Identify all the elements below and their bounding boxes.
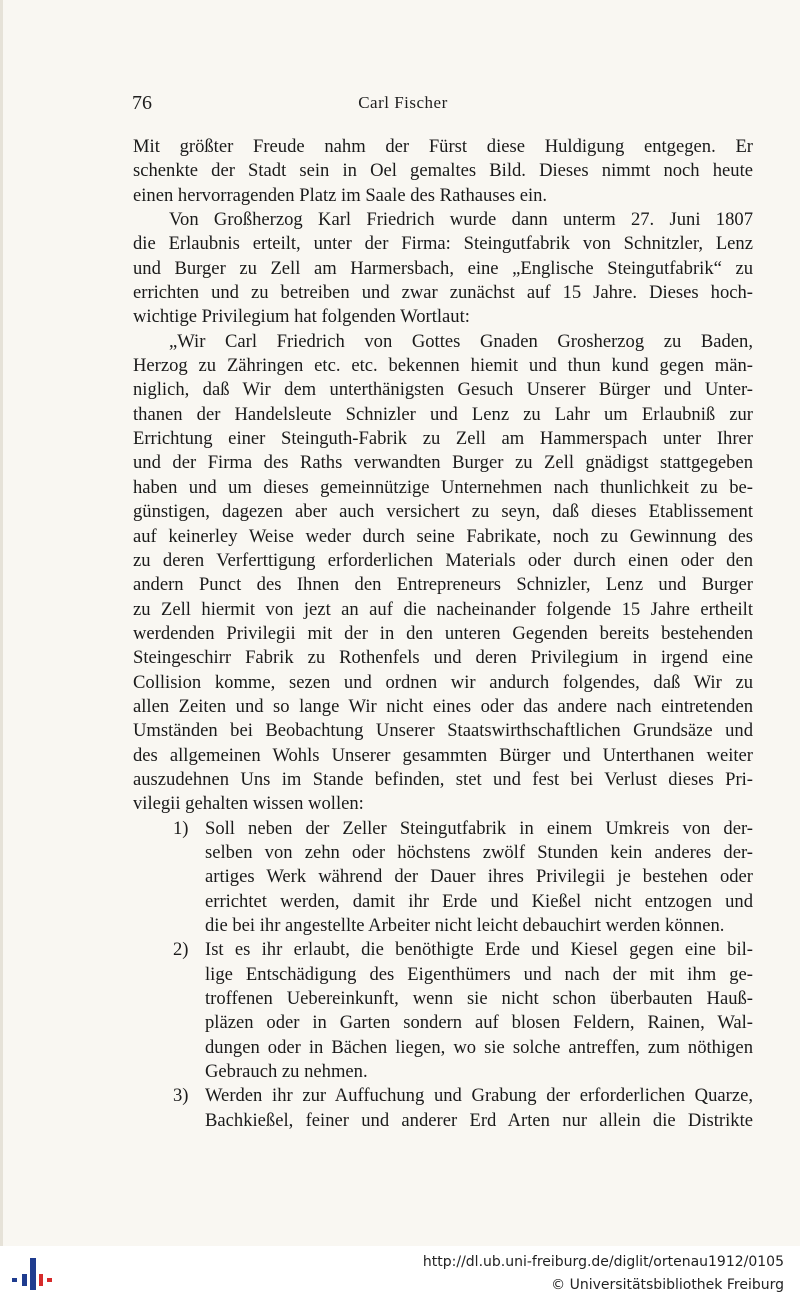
text-line: Steingeschirr Fabrik zu Rothenfels und deren Privilegium in irgend eine [133, 647, 753, 669]
text-line: errichten und zu betreiben und zwar zunächst auf 15 Jahre. Dieses hoch- [133, 282, 753, 304]
list-item-line [133, 1036, 753, 1060]
list-item-line [133, 841, 753, 865]
text-line: einen hervorragenden Platz im Saale des Rathauses ein. [133, 184, 548, 206]
list-item-text: troffenen Uebereinkunft, wenn sie nicht schon überbauten Hauß- [205, 988, 753, 1010]
list-item-line [133, 865, 753, 889]
logo-bar-1 [12, 1278, 17, 1282]
logo-bar-2 [22, 1274, 27, 1286]
list-item-label: 2) [173, 939, 189, 961]
text-line: Herzog zu Zähringen etc. etc. bekennen hiemit und thun kund gegen män- [133, 355, 753, 377]
text-line: auszudehnen Uns im Stande befinden, stet und fest bei Verlust dieses Pri- [133, 768, 753, 790]
text-line: niglich, daß Wir dem unterthänigsten Gesuch Unserer Bürger und Unter- [133, 379, 753, 401]
logo-bar-5 [47, 1278, 52, 1282]
list-item-text: dungen oder in Bächen liegen, wo sie solche antreffen, zum nöthigen [205, 1036, 753, 1058]
page-number: 76 [132, 92, 152, 114]
text-line: auf keinerley Weise weder durch seine Fabrikate, noch zu Gewinnung des [133, 525, 753, 547]
list-item-label: 1) [173, 817, 189, 839]
list-item-text: pläzen oder in Garten sondern auf blosen Feldern, Rainen, Wal- [205, 1012, 753, 1034]
list-item-text: Gebrauch zu nehmen. [205, 1061, 368, 1083]
logo-bar-3 [30, 1258, 36, 1290]
footer-copyright: © Universitätsbibliothek Freiburg [551, 1277, 784, 1293]
text-line: zu deren Verferttigung erforderlichen Materials oder durch einen oder den [133, 549, 753, 571]
text-line: werdenden Privilegii mit der in den unteren Gegenden bereits bestehenden [133, 622, 753, 644]
text-line: wichtige Privilegium hat folgenden Wortlaut: [133, 306, 470, 328]
page-header [3, 92, 800, 116]
footer-url[interactable]: http://dl.ub.uni-freiburg.de/diglit/ortenau1912/0105 [422, 1254, 784, 1270]
list-item-line [133, 938, 753, 962]
list-item-line [133, 1084, 753, 1108]
text-line: vilegii gehalten wissen wollen: [133, 793, 364, 815]
list-item-text: Bachkießel, feiner und anderer Erd Arten nur allein die Distrikte [205, 1109, 753, 1131]
list-item-text: lige Entschädigung des Eigenthümers und nach der mit ihm ge- [205, 963, 753, 985]
text-line: „Wir Carl Friedrich von Gottes Gnaden Grosherzog zu Baden, [169, 330, 753, 352]
text-line: und Burger zu Zell am Harmersbach, eine „Englische Steingutfabrik“ zu [133, 257, 753, 279]
text-line: Von Großherzog Karl Friedrich wurde dann unterm 27. Juni 1807 [169, 209, 753, 231]
list-item-text: Soll neben der Zeller Steingutfabrik in einem Umkreis von der- [205, 817, 753, 839]
library-footer [0, 1246, 800, 1302]
text-line: zu Zell hiermit von jezt an auf die nacheinander folgende 15 Jahre ertheilt [133, 598, 753, 620]
list-item-text: selben von zehn oder höchstens zwölf Stunden kein anderes der- [205, 841, 753, 863]
text-line: thanen der Handelsleute Schnizler und Lenz zu Lahr um Erlaubniß zur [133, 403, 753, 425]
list-item-line [133, 1060, 753, 1084]
text-line: günstigen, dagezen aber auch versichert zu seyn, daß dieses Etablissement [133, 501, 753, 523]
list-item-text: die bei ihr angestellte Arbeiter nicht leicht debauchirt werden können. [205, 915, 725, 936]
list-item-text: Werden ihr zur Auffuchung und Grabung der erforderlichen Quarze, [205, 1085, 753, 1107]
text-line: Errichtung einer Steinguth-Fabrik zu Zell am Hammerspach unter Ihrer [133, 428, 753, 450]
text-line: die Erlaubnis erteilt, unter der Firma: Steingutfabrik von Schnitzler, Lenz [133, 233, 753, 255]
text-line: des allgemeinen Wohls Unserer gesammten Bürger und Unterthanen weiter [133, 744, 753, 766]
ub-freiburg-logo [10, 1254, 54, 1294]
body-text [133, 135, 753, 1133]
list-item-line [133, 1011, 753, 1035]
list-item-text: artiges Werk während der Dauer ihres Privilegii je bestehen oder [205, 866, 753, 888]
logo-bar-4 [39, 1274, 43, 1286]
text-line: allen Zeiten und so lange Wir nicht eines oder das andere nach eintretenden [133, 695, 753, 717]
list-item-line [133, 1109, 753, 1133]
list-item-text: Ist es ihr erlaubt, die benöthigte Erde und Kiesel gegen eine bil- [205, 939, 753, 961]
list-item-text: errichtet werden, damit ihr Erde und Kießel nicht entzogen und [205, 890, 753, 912]
list-item-line [133, 963, 753, 987]
running-head: Carl Fischer [358, 93, 448, 112]
text-line: Umständen bei Beobachtung Unserer Staatswirthschaftlichen Grundsäze und [133, 720, 753, 742]
text-line: und der Firma des Raths verwandten Burger zu Zell gnädigst stattgegeben [133, 452, 753, 474]
text-line: Mit größter Freude nahm der Fürst diese Huldigung entgegen. Er [133, 136, 753, 157]
list-item-line [133, 817, 753, 841]
text-line: schenkte der Stadt sein in Oel gemaltes Bild. Dieses nimmt noch heute [133, 160, 753, 182]
text-line: Collision komme, sezen und ordnen wir andurch folgendes, daß Wir zu [133, 671, 753, 693]
list-item-line [133, 987, 753, 1011]
text-line: andern Punct des Ihnen den Entrepreneurs Schnizler, Lenz und Burger [133, 574, 753, 596]
list-item-label: 3) [173, 1085, 189, 1107]
text-line: haben und um dieses gemeinnützige Unternehmen nach thunlichkeit zu be- [133, 476, 753, 498]
list-item-line [133, 890, 753, 914]
list-item-line [133, 914, 753, 938]
